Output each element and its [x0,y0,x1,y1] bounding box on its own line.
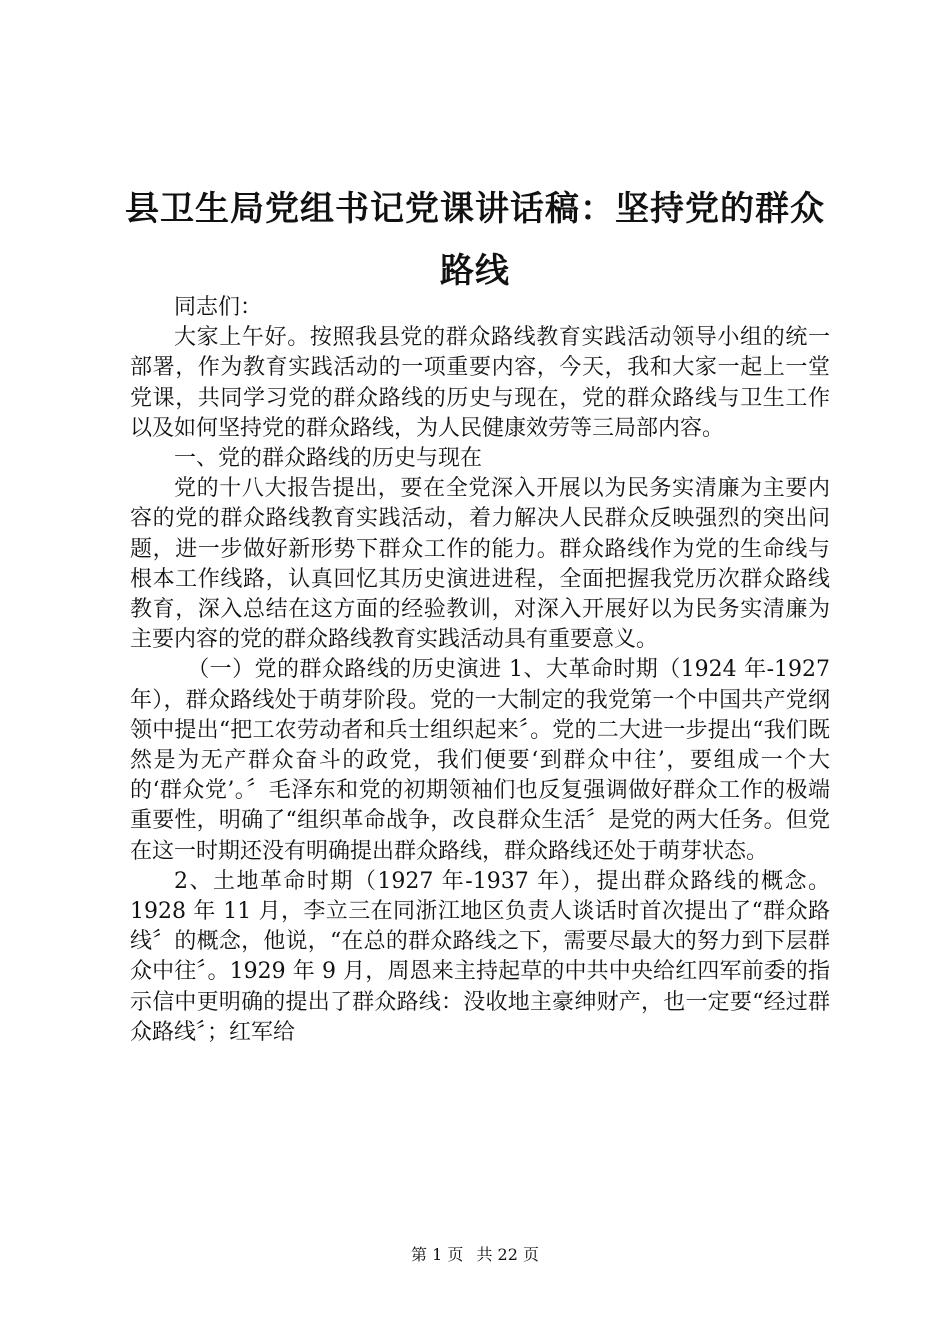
intro-paragraph: 大家上午好。按照我县党的群众路线教育实践活动领导小组的统一部署，作为教育实践活动的一项重要内容，今天，我和大家一起上一堂党课，共同学习党的群众路线的历史与现在，党的群众路线与卫生工作以及如何坚持党的群众路线，为人民健康效劳等三局部内容。 [130,325,830,441]
page-footer [0,1244,950,1266]
body-paragraph: （一）党的群众路线的历史演进 1、大革命时期（1924 年-1927 年），群众路线处于萌芽阶段。党的一大制定的我党第一个中国共产党纲领中提出“把工农劳动者和兵士组织起来〞。党的二大进一步提出“我们既然是为无产群众奋斗的政党，我们便要‘到群众中往’，要组成一个大的‘群众党’。〞毛泽东和党的初期领袖们也反复强调做好群众工作的极端重要性，明确了“组织革命战争，改良群众生活〞是党的两大任务。但党在这一时期还没有明确提出群众路线，群众路线还处于萌芽状态。 [130,657,830,864]
document-body [130,293,830,1048]
section-heading: 一、党的群众路线的历史与现在 [174,446,483,472]
salutation-paragraph: 同志们： [174,295,263,320]
page-number: 第 1 页 [411,1245,464,1264]
page-total: 共 22 页 [476,1245,539,1264]
document-title: 县卫生局党组书记党课讲话稿：坚持党的群众路线 [125,189,825,291]
body-paragraph: 党的十八大报告提出，要在全党深入开展以为民务实清廉为主要内容的党的群众路线教育实践活动，着力解决人民群众反映强烈的突出问题，进一步做好新形势下群众工作的能力。群众路线作为党的生命线与根本工作线路，认真回忆其历史演进进程，全面把握我党历次群众路线教育，深入总结在这方面的经验教训，对深入开展好以为民务实清廉为主要内容的党的群众路线教育实践活动具有重要意义。 [130,476,830,653]
body-paragraph: 2、土地革命时期（1927 年-1937 年），提出群众路线的概念。1928 年 11 月，李立三在同浙江地区负责人谈话时首次提出了“群众路线〞的概念，他说，“在总的群众路线之下，需要尽最大的努力到下层群众中往〞。1929 年 9 月，周恩来主持起草的中共中央给红四军前委的指示信中更明确的提出了群众路线：没收地主豪绅财产，也一定要“经过群众路线〞；红军给 [130,868,830,1045]
